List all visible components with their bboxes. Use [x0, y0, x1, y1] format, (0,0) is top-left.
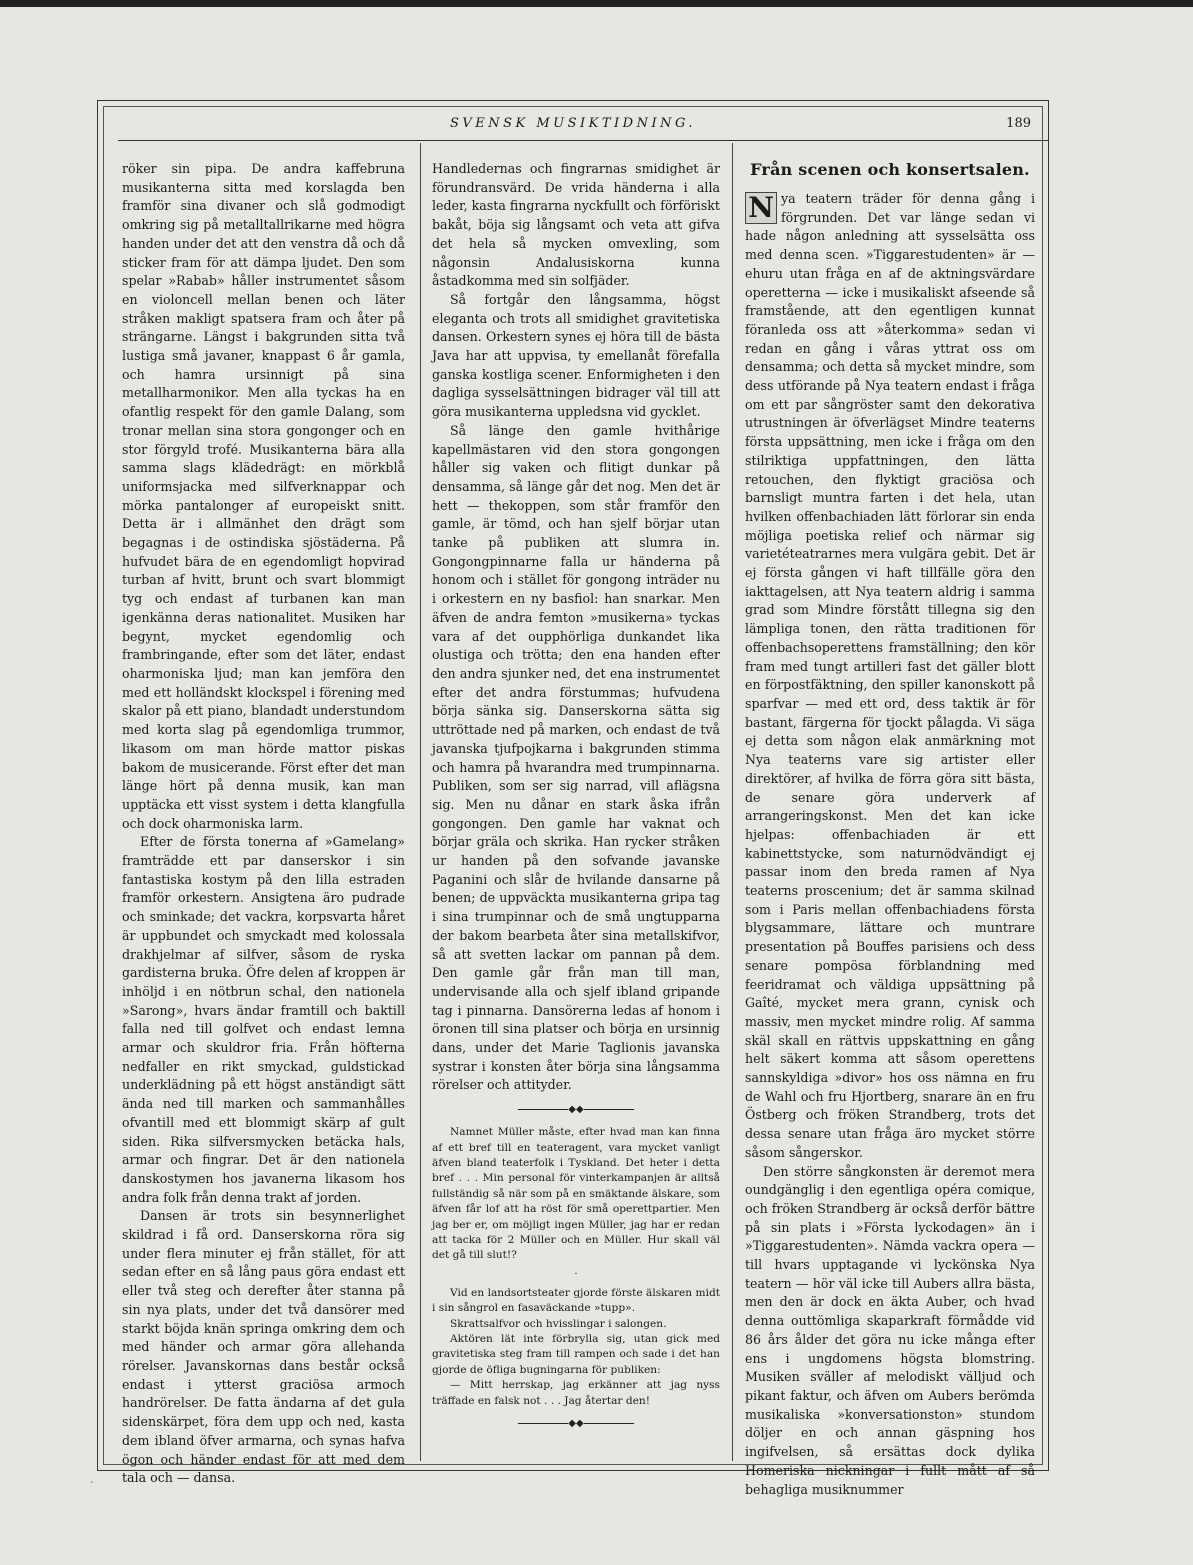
anecdote: Vid en landsortsteater gjorde förste älskaren midt i sin sångrol en fasaväckande »tupp». [432, 1286, 720, 1315]
column-rule-2 [732, 143, 733, 1461]
page-number: 189 [1006, 116, 1031, 131]
paragraph: Så fortgår den långsamma, högst eleganta och trots all smidighet gravitetiska dansen. Orkestern synes ej höra till de bästa Java har att uppvisa, ty emellanåt förefalla ganska kostliga scener. Enformigheten i den dagliga sysselsättningen bidrager väl till att göra musikanterna uppledsna vid gycklet. [432, 291, 720, 420]
paragraph-text: ya teatern träder för denna gång i förgrunden. Det var länge sedan vi hade någon anledning att sysselsätta oss med denna scen. »Tiggarestudenten» är — ehuru utan fråga en af de aktningsvärdare operetterna — icke i musikaliskt afseende så framstående, att den egentligen kunnat föranleda oss att »återkomma» sedan vi redan en gång i våras yttrat oss om densamma; och detta så mycket mindre, som dess utförande på Nya teatern endast i fråga om ett par sångröster samt den dekorativa utrustningen är öfverlägset Mindre teaterns första uppsättning, men icke i fråga om den stilriktiga uppfattningen, den lätta retouchen, den flyktigt graciösa och barnsligt muntra farten i det hela, utan hvilken offenbachiaden lätt förlorar sin enda möjliga poetiska relief och närmar sig varietéteatrarnes mera vulgära gebit. Det är ej första gången vi haft tillfälle göra den iakttagelsen, att Nya teatern aldrig i samma grad som Mindre förstått tillegna sig den lämpliga tonen, den rätta traditionen för offenbachsoperettens framställning; den kör fram med tungt artilleri fast det gäller blott en förpostfäktning, den spiller kanonskott på sparfvar — med ett ord, dess taktik är för bastant, färgerna för tjockt pålagda. Vi säga ej detta som någon elak anmärkning mot Nya teaterns vare sig artister eller direktörer, af hvilka de förra göra sitt bästa, de senare göra underverk af arrangeringskonst. Men det kan icke hjelpas: offenbachiaden är ett kabinettstycke, som naturnödvändigt ej passar inom den breda ramen af Nya teaterns proscenium; det är samma skilnad som i Paris mellan offenbachiadens första blygsammare, lättare och muntrare presentation på Bouffes parisiens och dess senare pompösa förblandning med feeridramat och väldiga uppsättning på Gaîté, mycket mera grann, cynisk och massiv, men mycket mindre rolig. Af samma skäl skall en rättvis uppskattning en gång helt säkert komma att såsom operettens sannskyldiga »divor» hos oss nämna en fru de Wahl och fru Hjortberg, snarare än en fru Östberg och fröken Strandberg, trots det dessa senare utan fråga äro mycket större såsom sångerskor. [745, 191, 1035, 1160]
drop-cap: N [745, 192, 777, 224]
journal-title: SVENSK MUSIKTIDNING. [449, 116, 697, 131]
paragraph: Efter de första tonerna af »Gamelang» framträdde ett par danserskor i sin fantastiska kostym på den lilla estraden framför orkestern. Ansigtena äro pudrade och sminkade; det vackra, korpsvarta håret är uppbundet och smyckadt med kolossala drakhjelmar af silfver, såsom de ryska gardisterna bruka. Öfre delen af kroppen är inhöljd i en nötbrun schal, den nationela »Sarong», hvars ändar framtill och baktill falla ned till golfvet och endast lemna armar och skuldror fria. Från höfterna nedfaller en rikt smyckad, guldstickad underklädning på ett högst anständigt sätt ända ned till marken och sammanhålles ofvantill med ett blommigt skärp af gult siden. Rika silfversmycken betäcka hals, armar och fingrar. Det är den nationela danskostymen hos javanerna likasom hos andra folk från denna trakt af jorden. [122, 834, 405, 1205]
column-rule-1 [420, 143, 421, 1461]
column-left [122, 160, 405, 1486]
column-middle [432, 160, 720, 1460]
paragraph [745, 190, 1035, 1163]
anecdote: — Mitt herrskap, jag erkänner att jag nyss träffade en falsk not . . . Jag återtar den! [432, 1379, 720, 1407]
anecdote-divider: · [574, 1268, 578, 1280]
paragraph: Dansen är trots sin besynnerlighet skildrad i få ord. Danserskorna röra sig under flera minuter ej från stället, för att sedan efter en så lång paus göra endast ett eller två steg och derefter åter stanna på sin nya plats, under det två dansörer med starkt böjda knän springa omkring dem och med händer och armar göra allehanda rörelser. Javanskornas dans består också endast i ytterst graciösa armoch handrörelser. De fatta ändarna af det gula sidenskärpet, föra dem upp och ned, kasta dem ibland öfver armarna, och synas hafva ögon och händer endast för att med dem tala och — dansa. [122, 1208, 405, 1486]
anecdotes [432, 1125, 720, 1409]
paragraph: röker sin pipa. De andra kaffebruna musikanterna sitta med korslagda ben framför sina divaner och slå godmodigt omkring sig på metalltallrikarne med högra handen under det att den venstra då och då sticker fram för att dämpa ljudet. Den som spelar »Rabab» håller instrumentet såsom en violoncell mellan benen och läter stråken makligt spatsera fram och åter på strängarne. Längst i bakgrunden sitta två lustiga små javaner, knappast 6 år gamla, och hamra ursinnigt på sina metallharmonikor. Men alla tyckas ha en ofantlig respekt för den gamle Dalang, som tronar mellan sina stora gongonger och en stor förgyld trofé. Musikanterna bära alla samma slags klädedrägt: en mörkblå uniformsjacka med silfverknappar och mörka pantalonger af europeiskt snitt. Detta är i allmänhet den drägt som begagnas i de ostindiska sjöstäderna. På hufvudet bära de en egendomligt hopvirad turban af hvitt, brunt och svart blommigt tyg och endast af turbanen kan man igenkänna deras nationalitet. Musiken har begynt, mycket egendomlig och frambringande, efter som det läter, endast oharmoniska ljud; man kan jemföra den med ett holländskt klockspel i förening med skalor på ett piano, blandadt understundom med korta slag på egendomliga trummor, likasom om man hörde mattor piskas bakom de musicerande. Först efter det man länge hört på denna musik, kan man upptäcka ett visst system i detta klangfulla och dock oharmoniska larm. [122, 161, 405, 831]
section-title: Från scenen och konsertsalen. [750, 160, 1030, 179]
running-header [103, 114, 1043, 138]
paragraph: Den större sångkonsten är deremot mera oundgänglig i den egentliga opéra comique, och fröken Strandberg är också derför bättre på sin plats i »Första lyckodagen» än i »Tiggarestudenten». Nämda vackra opera — till hvars upptagande vi lyckönska Nya teatern — hör väl icke till Aubers allra bästa, men den är dock en äkta Auber, och hvad denna outtömliga skaparkraft förmådde vid 86 års ålder det göra nu icke många efter ens i ungdomens högsta blomstring. Musiken sväller af melodiskt välljud och pikant faktur, och äfven om Aubers berömda musikaliska »konversationston» stundom döljer en och annan gäspning hos ingifvelsen, så ersättas dock dylika Homeriska nickningar i fullt mått af så behagliga musiknummer [745, 1163, 1035, 1497]
paragraph: Så länge den gamle hvithårige kapellmästaren vid den stora gongongen håller sig vaken och flitigt dunkar på densamma, så länge går det nog. Men det är hett — thekoppen, som står framför den gamle, är tömd, och han sjelf börjar utan tanke på publiken att slumra in. Gongongpinnarne falla ur händerna på honom och i stället för gongong inträder nu i orkestern en ny basfiol: han snarkar. Men äfven de andra femton »musikerna» tyckas vara af det oupphörliga dunkandet lika olustiga och trötta; den ena handen efter den andra sjunker ned, det ena instrumentet efter det andra förstummas; hufvudena börja sänka sig. Danserskorna sätta sig uttröttade ned på marken, och endast de två javanska tjufpojkarna i bakgrunden stimma och hamra på hvarandra med trumpinnarna. Publiken, som ser sig narrad, vill aflägsna sig. Men nu dånar en stark åska ifrån gongongen. Den gamle har vaknat och börjar gräla och skrika. Han rycker stråken ur handen på den sofvande javanske Paganini och slår de hvilande dansarne på benen; de uppväckta musikanterna gripa tag i sina trumpinnar och de små ungtupparna der bakom bearbeta åter sina metallskifvor, så att svetten lackar om pannan på dem. Den gamle går från man till man, undervisande alla och sjelf ibland gripande tag i pinnarna. Dansörerna ledas af honom i öronen till sina platser och börja en ursinnig dans, under det Marie Taglionis javanska systrar i konsten åter börja sina långsamma rörelser och attityder. [432, 422, 720, 1093]
anecdote: Skrattsalfvor och hvisslingar i salongen. [450, 1317, 667, 1330]
scan-top-edge [0, 0, 1193, 7]
paragraph: Handledernas och fingrarnas smidighet är förundransvärd. De vrida händerna i alla leder, kasta fingrarna nyckfullt och förföriskt bakåt, böja sig långsamt och veta att gifva det hela så mycken omvexling, som någonsin Andalusiskorna kunna åstadkomma med sin solfjäder. [432, 161, 720, 289]
column-right [745, 160, 1035, 1497]
section-divider: ◆◆ [432, 1105, 720, 1115]
anecdote: Aktören lät inte förbrylla sig, utan gick med gravitetiska steg fram till rampen och sade i det han gjorde de öfliga bugningarna för publiken: [432, 1333, 720, 1376]
section-divider: ◆◆ [432, 1419, 720, 1429]
scan-mark: - [90, 1477, 94, 1488]
header-rule [118, 140, 1048, 141]
anecdote: Namnet Müller måste, efter hvad man kan finna af ett bref till en teateragent, vara mycket vanligt äfven bland teaterfolk i Tyskland. Det heter i detta bref . . . Min personal för vinterkampanjen är alltså fullständig så när som på en smäktande älskare, som äfven får lof att ha röst för små operettpartier. Men jag ber er, om möjligt ingen Müller, jag har er redan att tacka för 2 Müller och en Müller. Hur skall väl det gå till slut!? [432, 1126, 720, 1262]
